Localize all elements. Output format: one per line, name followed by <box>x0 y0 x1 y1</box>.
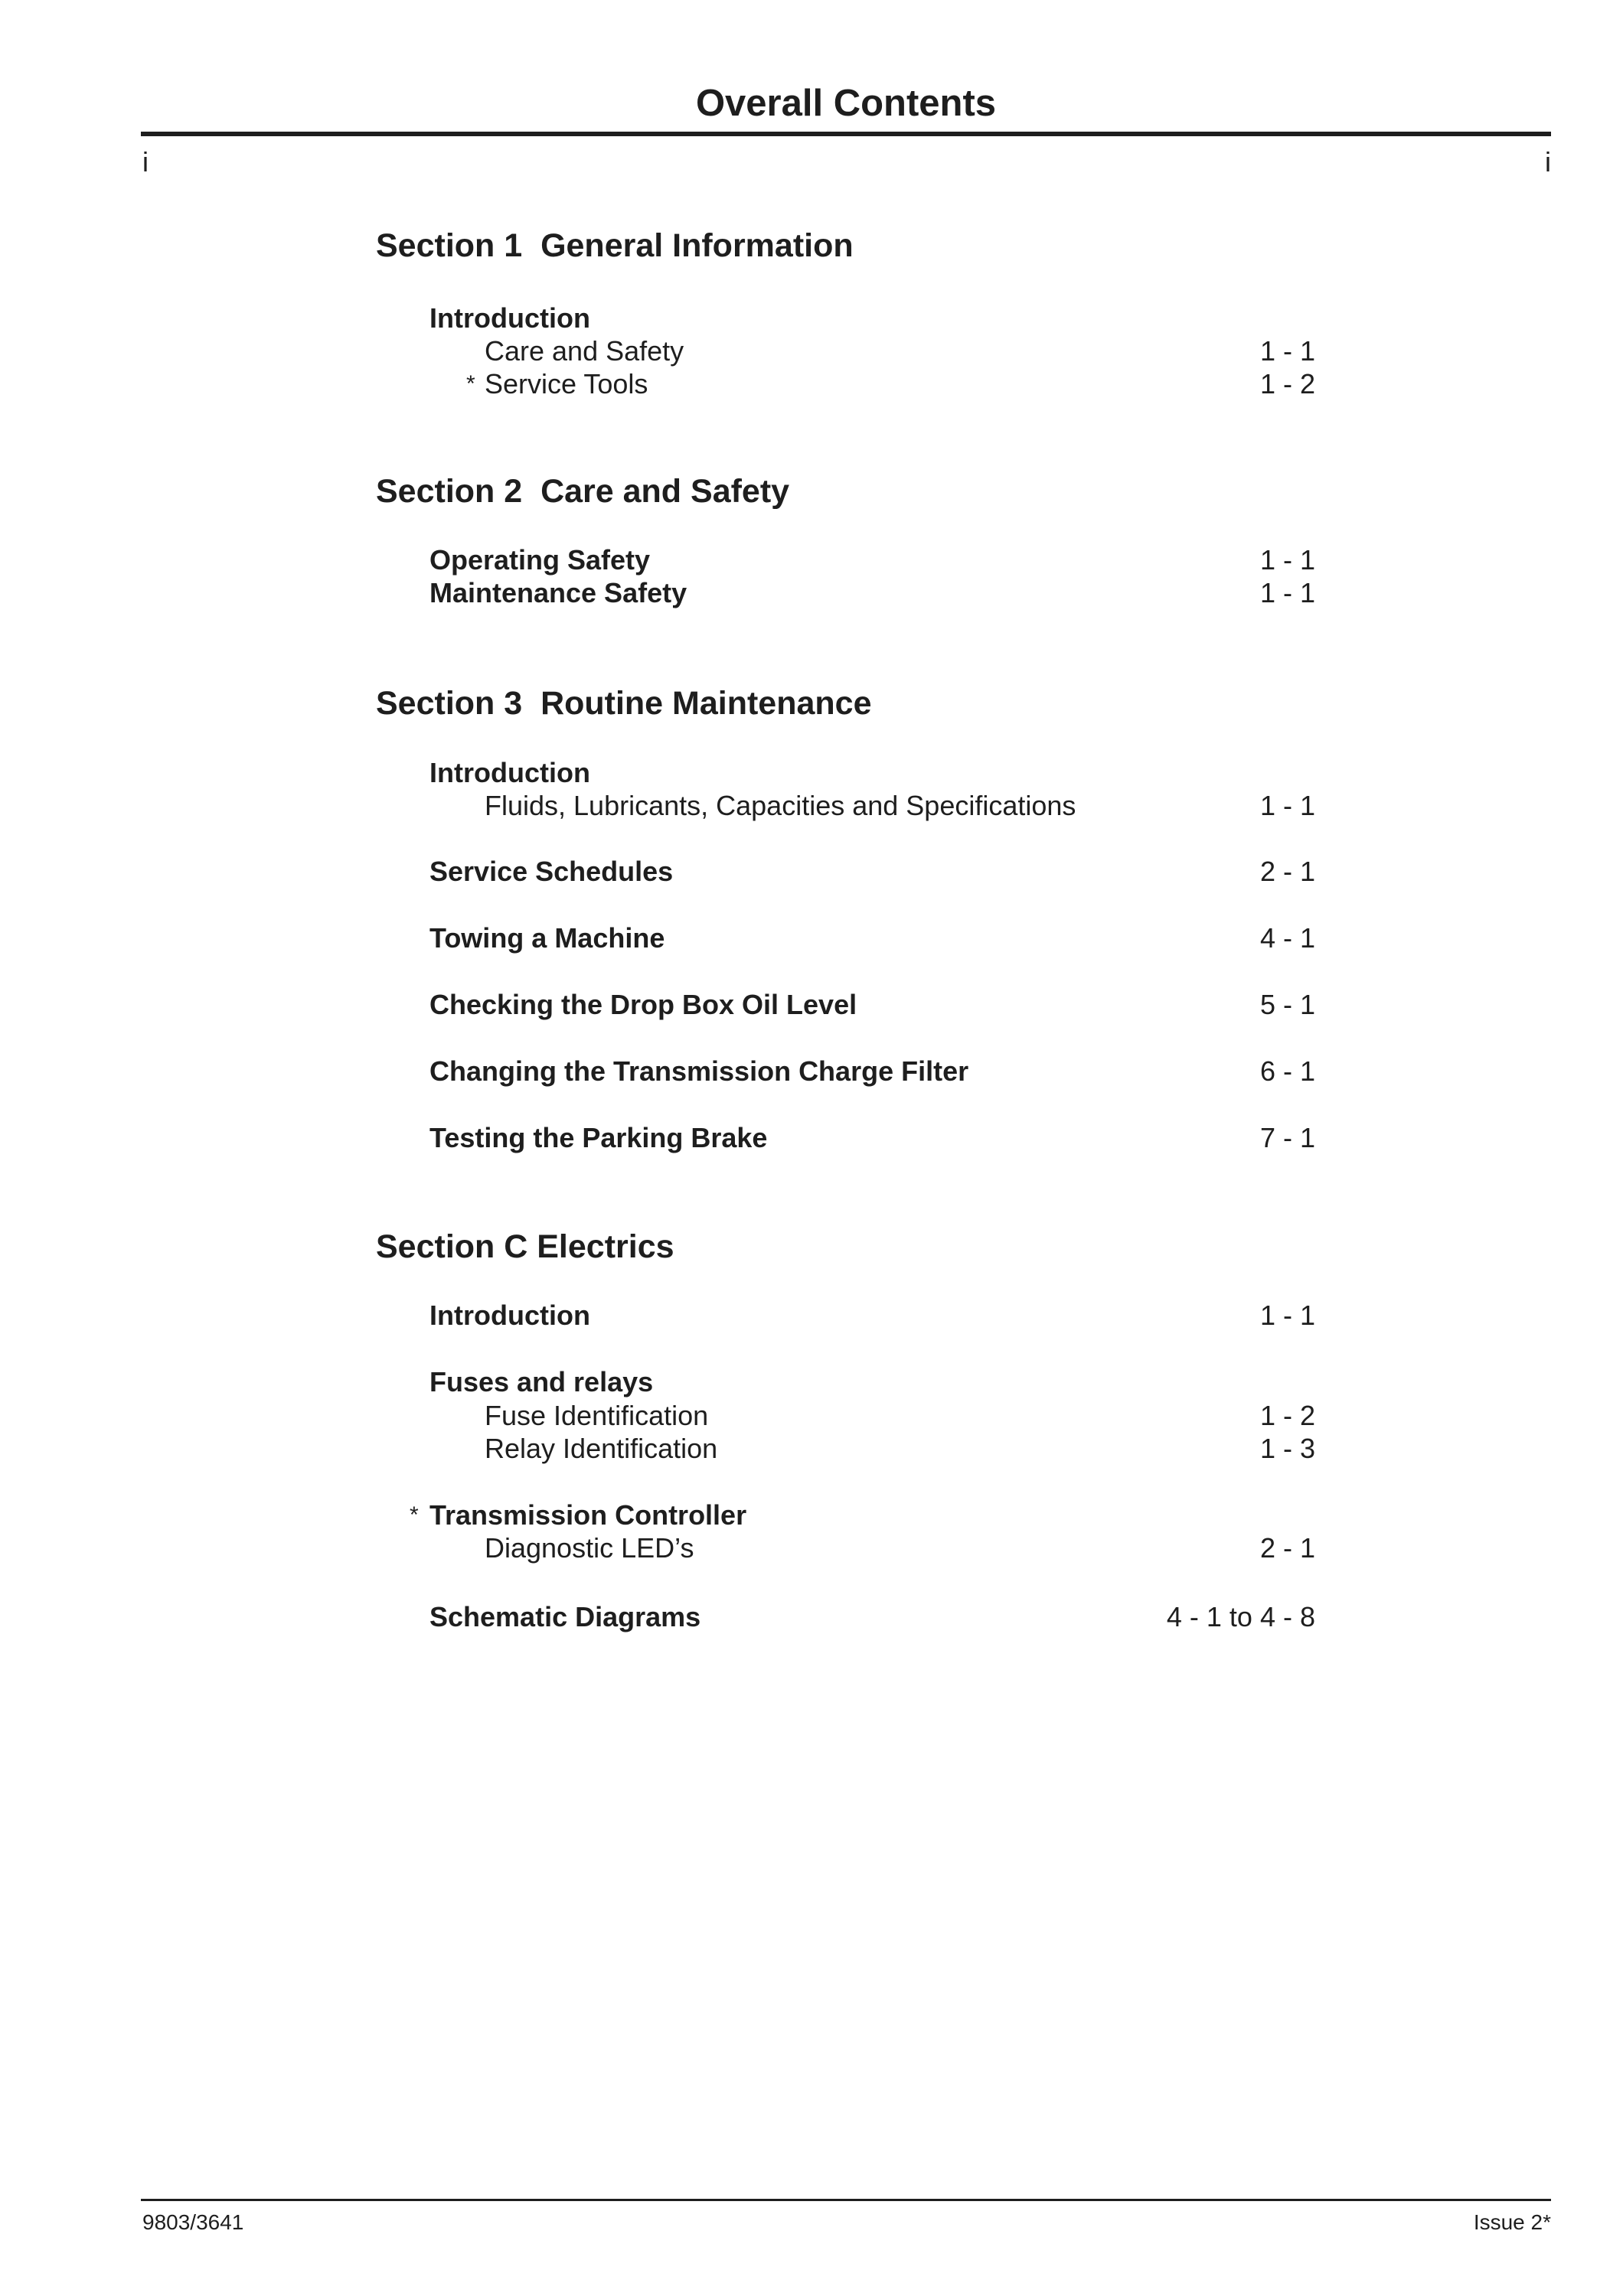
toc-entry <box>429 1432 1315 1466</box>
toc-entry-page: 1 - 3 <box>1259 1433 1315 1464</box>
header-rule <box>141 132 1551 136</box>
toc-entry-label: Introduction <box>429 1300 590 1331</box>
toc-entry-page: 1 - 1 <box>1259 1300 1315 1331</box>
toc-entry-label: Care and Safety <box>485 335 684 367</box>
toc-entry-label: Schematic Diagrams <box>429 1601 701 1632</box>
toc-entry-label: Operating Safety <box>429 544 651 576</box>
revision-marker: * <box>410 1502 419 1528</box>
toc-entry <box>429 789 1315 823</box>
toc-entry-page: 1 - 1 <box>1259 790 1315 821</box>
toc-entry <box>429 543 1315 577</box>
toc-entry-page: 1 - 2 <box>1259 368 1315 400</box>
toc-entry <box>429 921 1315 955</box>
toc-entry-page: 1 - 1 <box>1259 544 1315 576</box>
toc-entry <box>429 1531 1315 1565</box>
toc-entry-label: Changing the Transmission Charge Filter <box>429 1055 969 1087</box>
toc-entry <box>429 1299 1315 1332</box>
toc-entry-label: Diagnostic LED’s <box>485 1532 694 1564</box>
toc-entry <box>429 1365 1315 1399</box>
toc-entry <box>429 756 1315 790</box>
toc-entry <box>429 576 1315 610</box>
toc-entry <box>429 367 1315 401</box>
page-number-right: i <box>1545 146 1551 178</box>
page-title: Overall Contents <box>695 83 997 124</box>
toc-entry <box>429 1055 1315 1088</box>
issue-label: Issue 2* <box>1473 2210 1551 2234</box>
revision-marker: * <box>466 371 475 396</box>
section-title: Section 3 Routine Maintenance <box>376 685 872 722</box>
section-title: Section C Electrics <box>376 1228 674 1265</box>
section-title: Section 1 General Information <box>376 227 854 264</box>
toc-entry-label: Service Schedules <box>429 856 674 887</box>
toc-entry-label: Fluids, Lubricants, Capacities and Specifications <box>485 790 1076 821</box>
section-title: Section 2 Care and Safety <box>376 473 790 510</box>
toc-entry-label: Introduction <box>429 302 590 334</box>
toc-entry-page: 7 - 1 <box>1259 1122 1315 1153</box>
toc-entry-page: 1 - 1 <box>1259 335 1315 367</box>
toc-entry <box>429 334 1315 368</box>
toc-entry-label: Fuse Identification <box>485 1400 709 1431</box>
document-number: 9803/3641 <box>142 2210 244 2234</box>
toc-entry-page: 1 - 2 <box>1259 1400 1315 1431</box>
toc-entry <box>429 855 1315 889</box>
footer-rule <box>141 2199 1551 2201</box>
toc-entry-label: Fuses and relays <box>429 1366 654 1397</box>
toc-entry-label: Towing a Machine <box>429 922 665 954</box>
page-number-left: i <box>142 146 149 178</box>
toc-entry-page: 4 - 1 to 4 - 8 <box>1166 1601 1315 1632</box>
toc-entry-label: Service Tools <box>485 368 648 400</box>
toc-entry <box>410 1499 1315 1532</box>
toc-entry-label: Introduction <box>429 757 590 788</box>
toc-entry <box>429 302 1315 335</box>
toc-entry-page: 4 - 1 <box>1259 922 1315 954</box>
toc-entry-label: Checking the Drop Box Oil Level <box>429 989 857 1020</box>
toc-entry-label: Testing the Parking Brake <box>429 1122 768 1153</box>
toc-entry-page: 6 - 1 <box>1259 1055 1315 1087</box>
toc-entry-page: 2 - 1 <box>1259 1532 1315 1564</box>
toc-entry <box>429 988 1315 1022</box>
toc-entry-page: 1 - 1 <box>1259 577 1315 608</box>
toc-entry-page: 5 - 1 <box>1259 989 1315 1020</box>
toc-entry-label: Transmission Controller <box>429 1499 747 1531</box>
toc-entry-label: Maintenance Safety <box>429 577 687 608</box>
toc-entry <box>429 1121 1315 1155</box>
toc-entry <box>429 1600 1315 1634</box>
toc-entry-page: 2 - 1 <box>1259 856 1315 887</box>
toc-entry-label: Relay Identification <box>485 1433 718 1464</box>
toc-entry <box>429 1399 1315 1433</box>
